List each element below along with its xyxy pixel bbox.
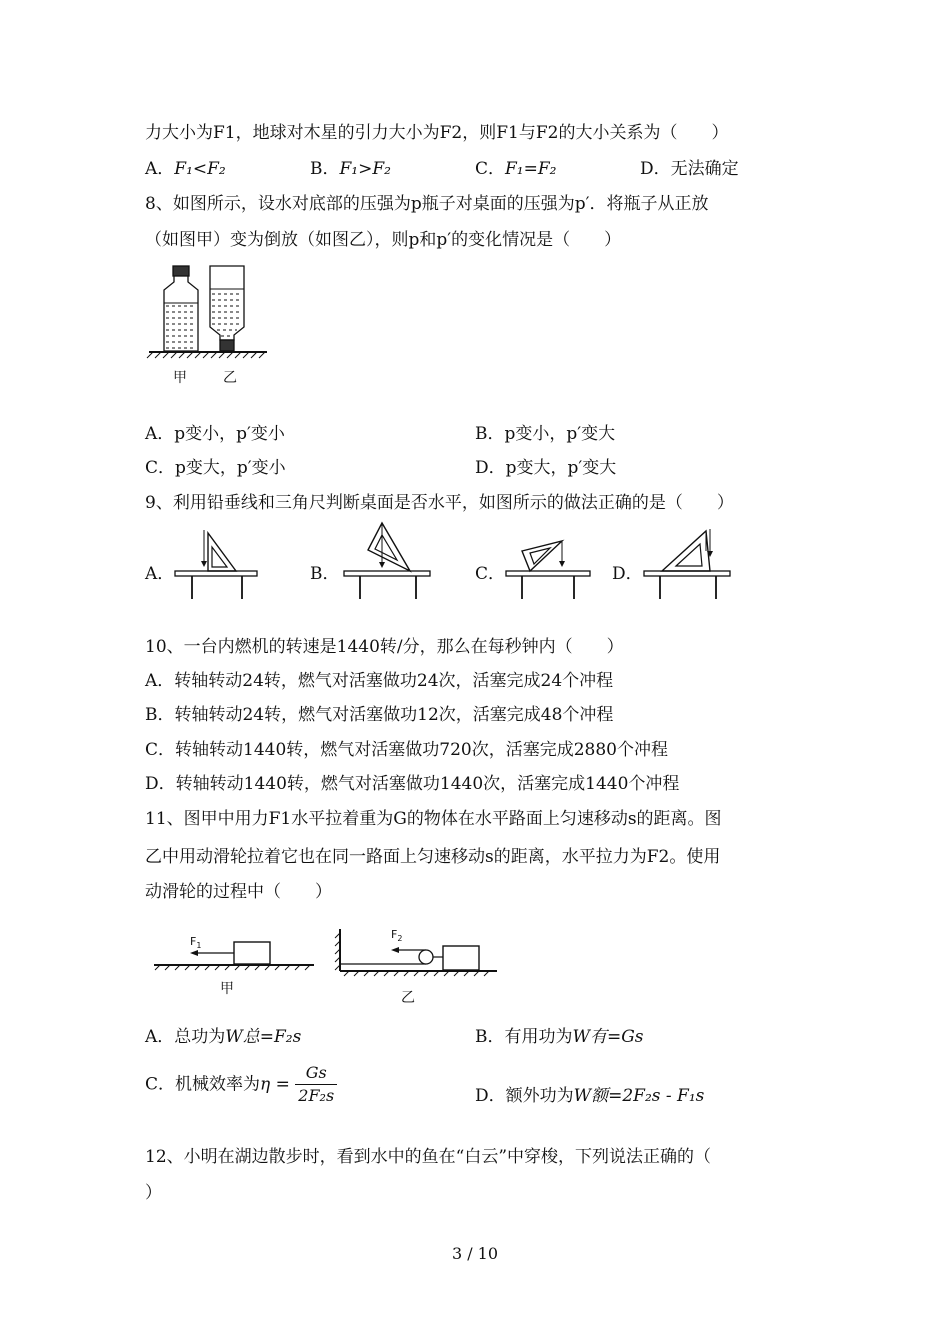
q8-stem-line2: （如图甲）变为倒放（如图乙），则p和p′的变化情况是（ ）	[145, 230, 622, 250]
q10-option-c: C．转轴转动1440转，燃气对活塞做功720次，活塞完成2880个冲程	[145, 740, 668, 760]
block-yi	[443, 946, 479, 970]
q10-stem: 10、一台内燃机的转速是1440转/分，那么在每秒钟内（ ）	[145, 637, 624, 657]
q12-stem-line2: ）	[145, 1183, 162, 1203]
q8-label-yi: 乙	[223, 370, 237, 386]
q7-option-b	[310, 158, 391, 180]
q11-option-c-text: C．机械效率为	[145, 1074, 261, 1095]
q11-stem-line2: 乙中用动滑轮拉着它也在同一路面上匀速移动s的距离，水平拉力为F2。使用	[145, 847, 721, 867]
q8-stem-line1: 8、如图所示，设水对底部的压强为p瓶子对桌面的压强为p′．将瓶子从正放	[145, 194, 709, 214]
q11-label-jia: 甲	[220, 981, 234, 997]
q7-option-d	[640, 158, 739, 180]
q9-figure-c	[502, 535, 597, 605]
q11-option-c-eta: η =	[260, 1074, 290, 1095]
q11-force-f2-letter: F	[391, 928, 398, 941]
q8-option-b: B．p变小，p′变大	[475, 424, 616, 444]
q10-option-d: D．转轴转动1440转，燃气对活塞做功1440次，活塞完成1440个冲程	[145, 774, 680, 794]
q11-force-f1-letter: F	[190, 935, 197, 948]
q11-option-b-expr: W有=Gs	[572, 1027, 644, 1047]
q11-option-b	[475, 1026, 644, 1048]
page-number: 3 / 10	[451, 1244, 499, 1263]
q7-option-c	[475, 158, 556, 180]
q9-option-a-label: A．	[145, 564, 175, 584]
q11-force-f2-sub: 2	[397, 934, 403, 943]
block-jia	[234, 942, 270, 964]
q11-option-a-text: A．总功为	[145, 1027, 226, 1047]
q7-option-c-label: C．	[475, 159, 506, 179]
bottle-inverted	[210, 266, 244, 351]
q11-force-f1	[190, 935, 201, 950]
q11-option-a-expr: W总=F₂s	[225, 1027, 302, 1047]
q11-option-b-text: B．有用功为	[475, 1027, 573, 1047]
q8-option-c: C．p变大，p′变小	[145, 458, 286, 478]
q9-option-b-label: B．	[310, 564, 340, 584]
q10-option-b: B．转轴转动24转，燃气对活塞做功12次，活塞完成48个冲程	[145, 705, 614, 725]
q11-stem-line3: 动滑轮的过程中（ ）	[145, 882, 332, 902]
q12-stem-line1: 12、小明在湖边散步时，看到水中的鱼在“白云”中穿梭，下列说法正确的（	[145, 1147, 712, 1167]
q11-option-c-fraction	[295, 1062, 337, 1107]
q9-figure-d	[640, 525, 740, 605]
q11-option-d-expr: W额=2F₂s - F₁s	[573, 1086, 705, 1106]
q11-label-yi: 乙	[401, 990, 415, 1006]
q7-option-a-expr: F₁<F₂	[174, 159, 226, 179]
q7-option-c-expr: F₁=F₂	[505, 159, 557, 179]
q11-stem-line1: 11、图甲中用力F1水平拉着重为G的物体在水平路面上匀速移动s的距离。图	[145, 809, 722, 829]
q11-option-d-text: D．额外功为	[475, 1086, 574, 1106]
pulley	[419, 950, 433, 964]
q7-option-a	[145, 158, 226, 180]
q9-stem: 9、利用铅垂线和三角尺判断桌面是否水平，如图所示的做法正确的是（ ）	[145, 493, 734, 513]
q9-option-d-label: D．	[612, 564, 643, 584]
q8-option-d: D．p变大，p′变大	[475, 458, 617, 478]
q9-figure-b	[338, 520, 438, 605]
q7-option-a-label: A．	[145, 159, 175, 179]
q11-option-d	[475, 1085, 704, 1107]
q7-option-d-expr: 无法确定	[670, 159, 739, 179]
q7-stem: 力大小为F1，地球对木星的引力大小为F2，则F1与F2的大小关系为（ ）	[145, 123, 729, 143]
q11-option-a	[145, 1026, 301, 1048]
q8-label-jia: 甲	[173, 370, 187, 386]
q8-bottle-figure	[145, 260, 275, 390]
q7-option-b-expr: F₁>F₂	[339, 159, 391, 179]
q11-figure-jia	[150, 925, 320, 1000]
q7-option-d-label: D．	[640, 159, 671, 179]
q11-figure-yi	[333, 925, 503, 1010]
q10-option-a: A．转轴转动24转，燃气对活塞做功24次，活塞完成24个冲程	[145, 671, 614, 691]
q7-option-b-label: B．	[310, 159, 340, 179]
q11-option-c-denominator: 2F₂s	[298, 1086, 335, 1105]
bottle-upright	[164, 266, 198, 351]
q11-option-c-numerator: Gs	[295, 1062, 337, 1085]
q8-option-a: A．p变小，p′变小	[145, 424, 285, 444]
q9-option-c-label: C．	[475, 564, 506, 584]
q11-option-c	[145, 1062, 337, 1107]
q11-force-f1-sub: 1	[196, 941, 202, 950]
q11-force-f2	[391, 928, 402, 943]
q9-figure-a	[172, 525, 262, 605]
